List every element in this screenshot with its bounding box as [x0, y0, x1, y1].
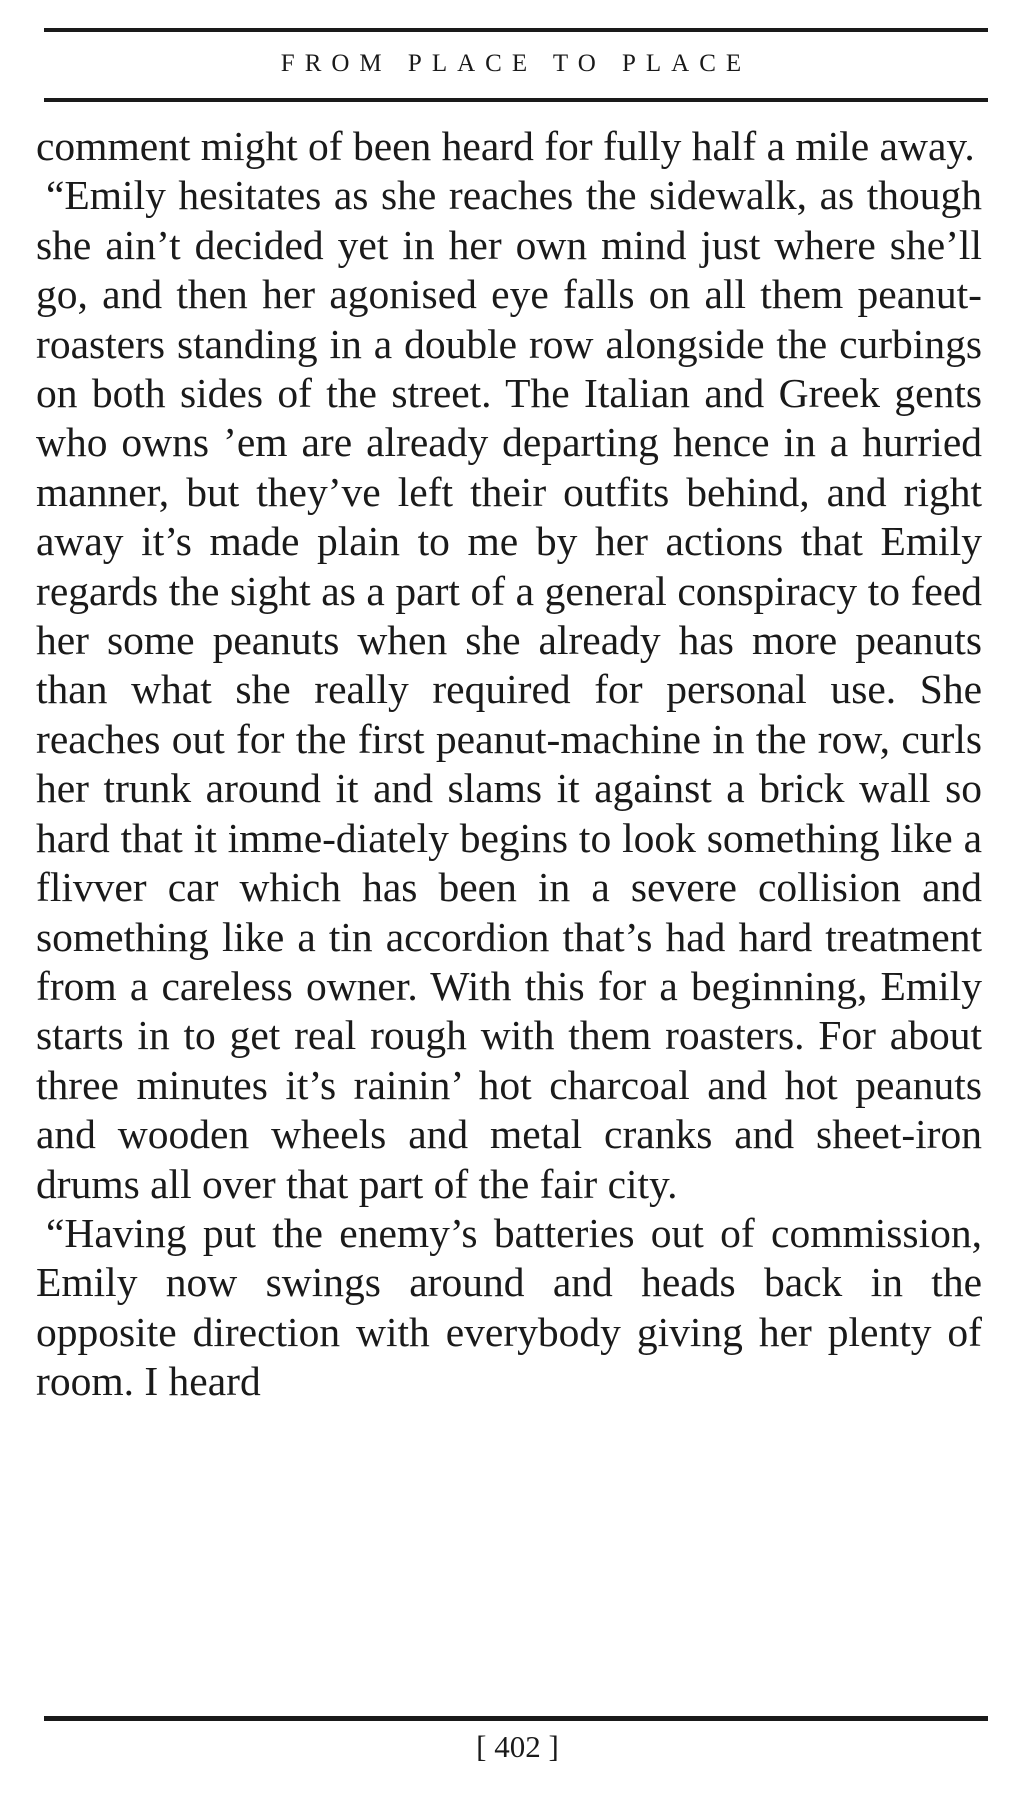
paragraph-enemy-batteries: “Having put the enemy’s batteries out of commission, Emily now swings around and heads back in the opposite direction with everybody giving her plenty of room. I heard	[36, 1209, 982, 1405]
footer-rule	[44, 1716, 988, 1721]
paragraph-emily-hesitates: “Emily hesitates as she reaches the sidewalk, as though she ain’t decided yet in her own mind just where she’ll go, and then her agonised eye falls on all them peanut-roasters standing in a double row alongside the curbings on both sides of the street. The Italian and Greek gents who owns ’em are already departing hence in a hurried manner, but they’ve left their outfits behind, and right away it’s made plain to me by her actions that Emily regards the sight as a part of a general conspiracy to feed her some peanuts when she already has more peanuts than what she really required for personal use. She reaches out for the first peanut-machine in the row, curls her trunk around it and slams it against a brick wall so hard that it imme-diately begins to look something like a flivver car which has been in a severe collision and something like a tin accordion that’s had hard treatment from a careless owner. With this for a beginning, Emily starts in to get real rough with them roasters. For about three minutes it’s rainin’ hot charcoal and hot peanuts and wooden wheels and metal cranks and sheet-iron drums all over that part of the fair city.	[36, 172, 982, 1207]
header-rule-bottom	[44, 98, 988, 102]
paragraph-continuation: comment might of been heard for fully half a mile away.	[36, 123, 975, 169]
running-head: FROM PLACE TO PLACE	[280, 50, 752, 77]
page-number: [ 402 ]	[476, 1729, 559, 1764]
header-rule-top	[44, 28, 988, 32]
body-text	[36, 122, 982, 1407]
